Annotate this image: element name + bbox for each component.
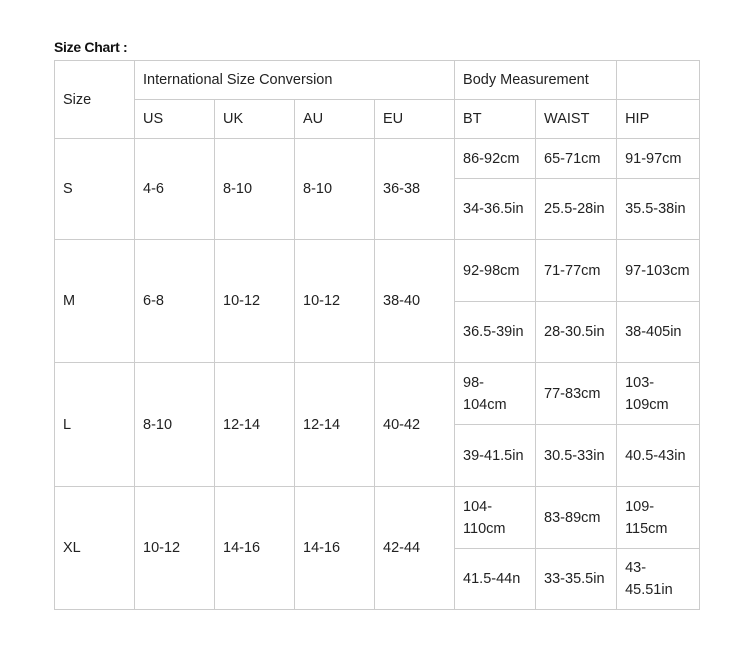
eu-cell: 42-44 xyxy=(375,487,455,610)
au-cell: 12-14 xyxy=(295,363,375,487)
size-chart-title: Size Chart : xyxy=(54,39,128,55)
hip-cm-cell: 97-103cm xyxy=(617,240,700,302)
size-cell: L xyxy=(55,363,135,487)
header-eu: EU xyxy=(375,100,455,139)
table-row xyxy=(55,363,700,425)
au-cell: 10-12 xyxy=(295,240,375,363)
size-cell: S xyxy=(55,139,135,240)
header-international-size-conversion: International Size Conversion xyxy=(135,61,455,100)
waist-in-cell: 30.5-33in xyxy=(536,425,617,487)
bt-in-cell: 34-36.5in xyxy=(455,179,536,240)
uk-cell: 8-10 xyxy=(215,139,295,240)
table-row xyxy=(55,240,700,302)
hip-in-cell: 40.5-43in xyxy=(617,425,700,487)
waist-in-cell: 28-30.5in xyxy=(536,302,617,363)
eu-cell: 38-40 xyxy=(375,240,455,363)
header-bt: BT xyxy=(455,100,536,139)
header-hip: HIP xyxy=(617,100,700,139)
bt-cm-cell: 104-110cm xyxy=(455,487,536,549)
header-body-measurement: Body Measurement xyxy=(455,61,617,100)
hip-cm-cell: 103-109cm xyxy=(617,363,700,425)
size-cell: XL xyxy=(55,487,135,610)
bt-in-cell: 36.5-39in xyxy=(455,302,536,363)
waist-cm-cell: 83-89cm xyxy=(536,487,617,549)
table-row xyxy=(55,487,700,549)
eu-cell: 36-38 xyxy=(375,139,455,240)
header-row-2 xyxy=(55,100,700,139)
header-uk: UK xyxy=(215,100,295,139)
header-size: Size xyxy=(55,61,135,139)
us-cell: 8-10 xyxy=(135,363,215,487)
hip-in-cell: 35.5-38in xyxy=(617,179,700,240)
bt-cm-cell: 86-92cm xyxy=(455,139,536,179)
us-cell: 10-12 xyxy=(135,487,215,610)
header-waist: WAIST xyxy=(536,100,617,139)
bt-cm-cell: 98-104cm xyxy=(455,363,536,425)
eu-cell: 40-42 xyxy=(375,363,455,487)
au-cell: 8-10 xyxy=(295,139,375,240)
bt-in-cell: 41.5-44n xyxy=(455,549,536,610)
waist-cm-cell: 65-71cm xyxy=(536,139,617,179)
waist-cm-cell: 71-77cm xyxy=(536,240,617,302)
hip-cm-cell: 91-97cm xyxy=(617,139,700,179)
us-cell: 4-6 xyxy=(135,139,215,240)
bt-cm-cell: 92-98cm xyxy=(455,240,536,302)
size-cell: M xyxy=(55,240,135,363)
waist-in-cell: 25.5-28in xyxy=(536,179,617,240)
header-empty-cell xyxy=(617,61,700,100)
header-row-1 xyxy=(55,61,700,100)
waist-cm-cell: 77-83cm xyxy=(536,363,617,425)
table-row xyxy=(55,139,700,179)
au-cell: 14-16 xyxy=(295,487,375,610)
uk-cell: 14-16 xyxy=(215,487,295,610)
us-cell: 6-8 xyxy=(135,240,215,363)
uk-cell: 12-14 xyxy=(215,363,295,487)
hip-in-cell: 38-405in xyxy=(617,302,700,363)
header-us: US xyxy=(135,100,215,139)
waist-in-cell: 33-35.5in xyxy=(536,549,617,610)
bt-in-cell: 39-41.5in xyxy=(455,425,536,487)
hip-cm-cell: 109-115cm xyxy=(617,487,700,549)
hip-in-cell: 43-45.51in xyxy=(617,549,700,610)
header-au: AU xyxy=(295,100,375,139)
uk-cell: 10-12 xyxy=(215,240,295,363)
size-chart-table xyxy=(54,60,700,610)
